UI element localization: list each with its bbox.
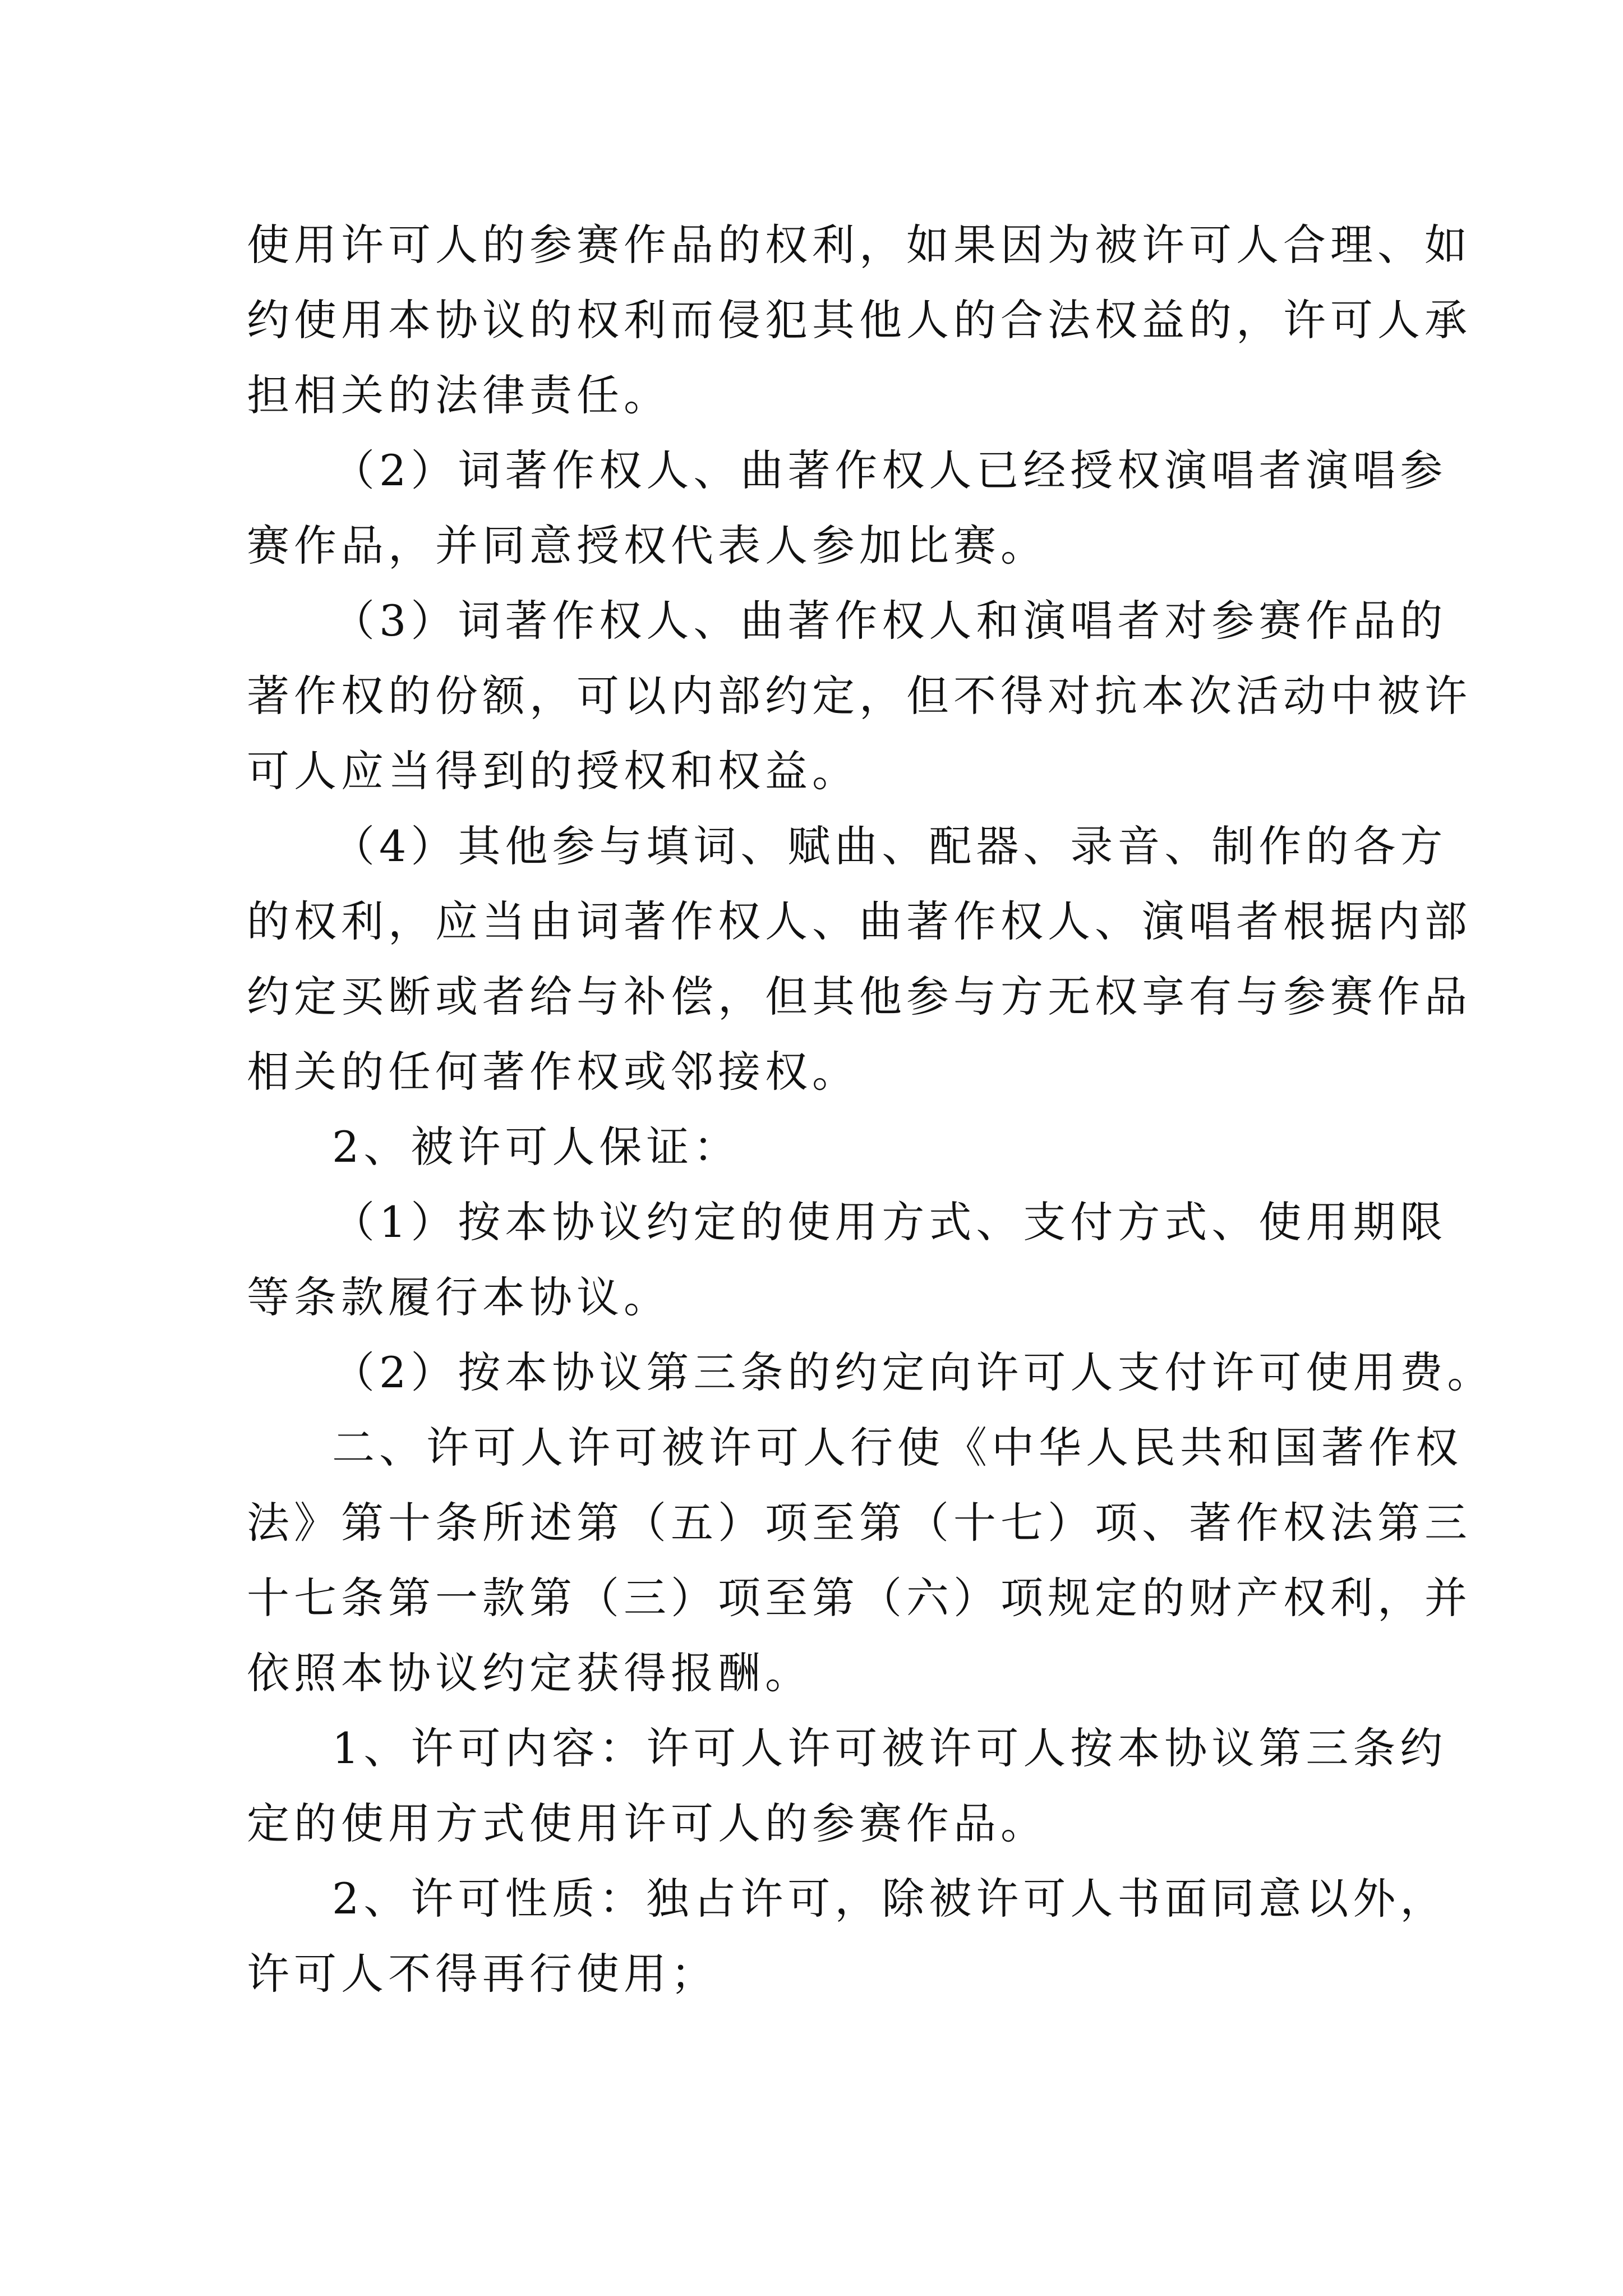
- text-line: 依照本协议约定获得报酬。: [247, 1648, 812, 1698]
- paragraph: [247, 583, 1472, 809]
- paragraph: [247, 208, 1472, 433]
- paragraph: [247, 433, 1447, 583]
- text-line: 约定买断或者给与补偿，但其他参与方无权享有与参赛作品: [247, 972, 1472, 1022]
- paragraph: [247, 1335, 1495, 1410]
- text-line: 2、许可性质：独占许可，除被许可人书面同意以外，: [332, 1874, 1447, 1924]
- paragraph: [247, 1711, 1447, 1861]
- text-line: 十七条第一款第（三）项至第（六）项规定的财产权利，并: [247, 1573, 1472, 1623]
- paragraph: [247, 809, 1472, 1110]
- text-line: 二、许可人许可被许可人行使《中华人民共和国著作权: [332, 1423, 1463, 1473]
- text-line: 赛作品，并同意授权代表人参加比赛。: [247, 521, 1048, 570]
- text-line: （4）其他参与填词、赋曲、配器、录音、制作的各方: [332, 821, 1447, 871]
- text-line: 许可人不得再行使用；: [247, 1949, 718, 1999]
- text-line: 著作权的份额，可以内部约定，但不得对抗本次活动中被许: [247, 671, 1472, 721]
- paragraph: [247, 1861, 1447, 2012]
- text-line: （2）按本协议第三条的约定向许可人支付许可使用费。: [332, 1347, 1495, 1397]
- paragraph: [247, 1410, 1472, 1711]
- text-line: （3）词著作权人、曲著作权人和演唱者对参赛作品的: [332, 596, 1447, 646]
- text-line: 可人应当得到的授权和权益。: [247, 746, 859, 796]
- text-line: （1）按本协议约定的使用方式、支付方式、使用期限: [332, 1197, 1447, 1247]
- text-line: 相关的任何著作权或邻接权。: [247, 1047, 859, 1097]
- text-line: 担相关的法律责任。: [247, 370, 671, 420]
- text-line: 使用许可人的参赛作品的权利，如果因为被许可人合理、如: [247, 220, 1472, 270]
- text-line: 1、许可内容：许可人许可被许可人按本协议第三条约: [332, 1723, 1447, 1773]
- text-line: （2）词著作权人、曲著作权人已经授权演唱者演唱参: [332, 445, 1447, 495]
- text-line: 法》第十条所述第（五）项至第（十七）项、著作权法第三: [247, 1498, 1472, 1548]
- text-line: 定的使用方式使用许可人的参赛作品。: [247, 1798, 1048, 1848]
- text-line: 等条款履行本协议。: [247, 1272, 671, 1322]
- paragraph: [247, 1110, 1436, 1185]
- text-line: 约使用本协议的权利而侵犯其他人的合法权益的，许可人承: [247, 295, 1472, 345]
- paragraph: [247, 1185, 1447, 1335]
- document-body: [247, 208, 1495, 2012]
- text-line: 的权利，应当由词著作权人、曲著作权人、演唱者根据内部: [247, 896, 1472, 946]
- text-line: 2、被许可人保证：: [332, 1122, 741, 1172]
